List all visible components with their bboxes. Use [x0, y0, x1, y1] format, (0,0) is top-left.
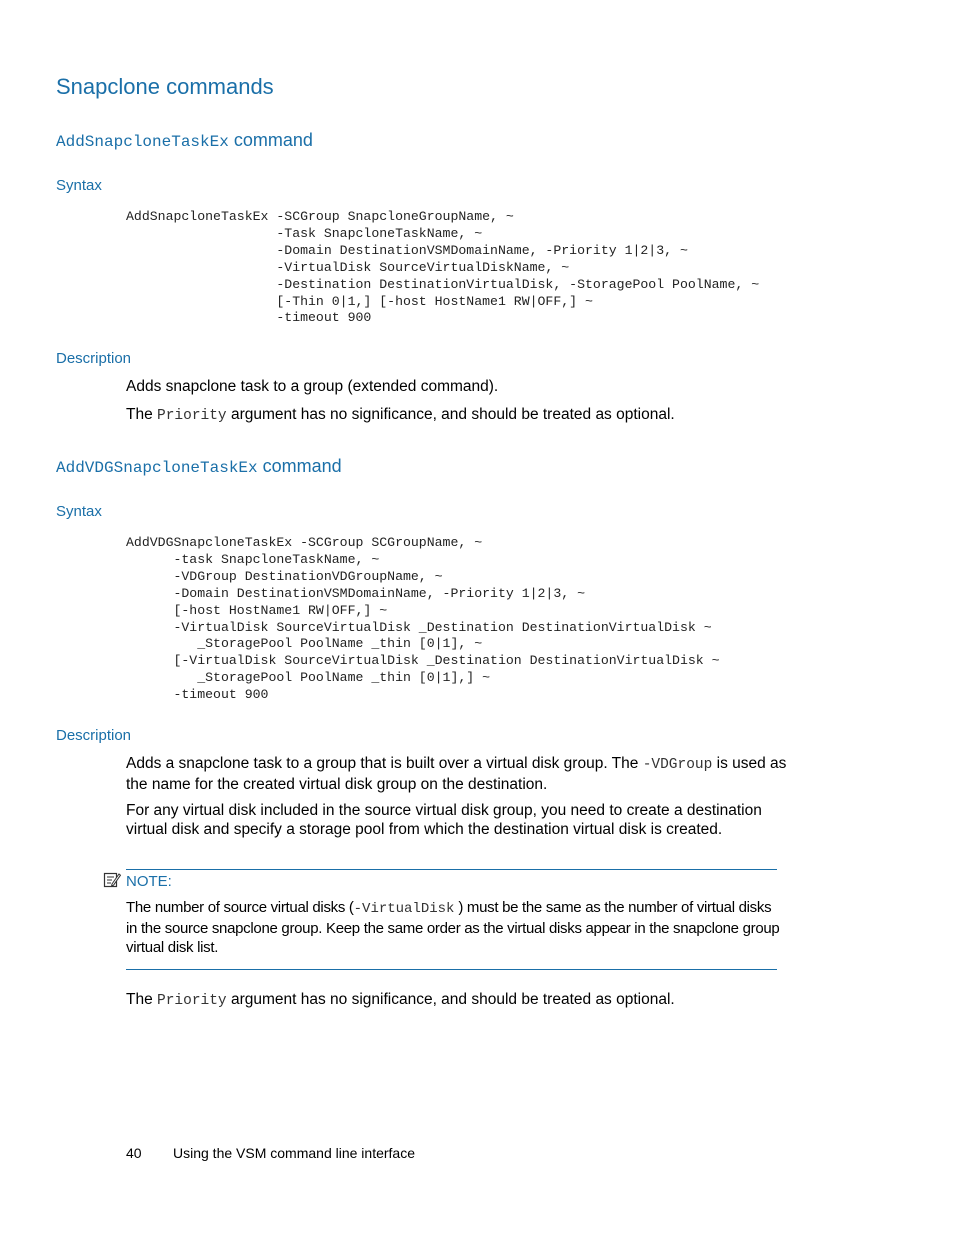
- section1-description-label: Description: [56, 350, 132, 367]
- section1-syntax-label: Syntax: [56, 177, 102, 194]
- section1-description-line2: [126, 405, 806, 426]
- section1-command-suffix: command: [233, 130, 313, 150]
- text-segment: The: [126, 406, 158, 423]
- text-segment: argument has no significance, and should be treated as optional.: [226, 406, 675, 423]
- section1-command-name: AddSnapcloneTaskEx: [56, 133, 229, 151]
- priority-code: Priority: [157, 408, 227, 424]
- note-top-rule: [126, 869, 777, 870]
- section1-description-line1: Adds snapclone task to a group (extended command).: [126, 378, 499, 395]
- virtualdisk-code: -VirtualDisk: [353, 901, 455, 917]
- section2-description-label: Description: [56, 727, 132, 744]
- section2-final-paragraph: [126, 990, 806, 1011]
- note-text: [126, 898, 786, 957]
- section2-syntax-label: Syntax: [56, 503, 102, 520]
- section2-heading: [56, 456, 342, 477]
- note-bottom-rule: [126, 969, 777, 970]
- text-segment: The: [126, 991, 158, 1008]
- text-segment: Adds a snapclone task to a group that is built over a virtual disk group. The: [126, 755, 643, 772]
- footer-title: Using the VSM command line interface: [173, 1145, 415, 1161]
- text-segment: is used as the name for the created virtual disk group on the destination.: [126, 755, 787, 793]
- text-segment: argument has no significance, and should be treated as optional.: [226, 991, 675, 1008]
- note-icon: [103, 871, 121, 889]
- text-segment: The number of source virtual disks (: [126, 899, 354, 916]
- section2-command-name: AddVDGSnapcloneTaskEx: [56, 459, 258, 477]
- section2-command-suffix: command: [262, 456, 342, 476]
- priority-code: Priority: [157, 993, 227, 1009]
- section2-description-paragraph1: [126, 754, 806, 794]
- page-number: 40: [126, 1145, 142, 1161]
- page-title: Snapclone commands: [56, 74, 274, 99]
- vdgroup-code: -VDGroup: [642, 757, 713, 773]
- section2-syntax-code: AddVDGSnapcloneTaskEx -SCGroup SCGroupName, ~ -task SnapcloneTaskName, ~ -VDGroup DestinationVDGroupName, ~ -Domain DestinationVSMDomainName, -Priority 1|2|3, ~ [-host HostName1 RW|OFF,] ~ -VirtualDisk SourceVirtualDisk _Destination DestinationVirtualDisk ~ _StoragePool PoolName _thin [0|1], ~ [-VirtualDisk SourceVirtualDisk _Destination DestinationVirtualDisk ~ _StoragePool PoolName _thin [0|1],] ~ -timeout 900: [126, 535, 720, 703]
- section1-syntax-code: AddSnapcloneTaskEx -SCGroup SnapcloneGroupName, ~ -Task SnapcloneTaskName, ~ -Domain DestinationVSMDomainName, -Priority 1|2|3, ~ -VirtualDisk SourceVirtualDiskName, ~ -Destination DestinationVirtualDisk, -StoragePool PoolName, ~ [-Thin 0|1,] [-host HostName1 RW|OFF,] ~ -timeout 900: [126, 209, 760, 326]
- section2-description-paragraph2: For any virtual disk included in the source virtual disk group, you need to create a destination virtual disk and specify a storage pool from which the destination virtual disk is created.: [126, 802, 762, 838]
- section1-heading: [56, 130, 313, 151]
- note-label: NOTE:: [126, 873, 172, 890]
- text-segment: ) must be the same as the number of virtual disks in the source snapclone group. Keep the same order as the virtual disks appear in the snapclone group virtual disk list.: [126, 899, 780, 956]
